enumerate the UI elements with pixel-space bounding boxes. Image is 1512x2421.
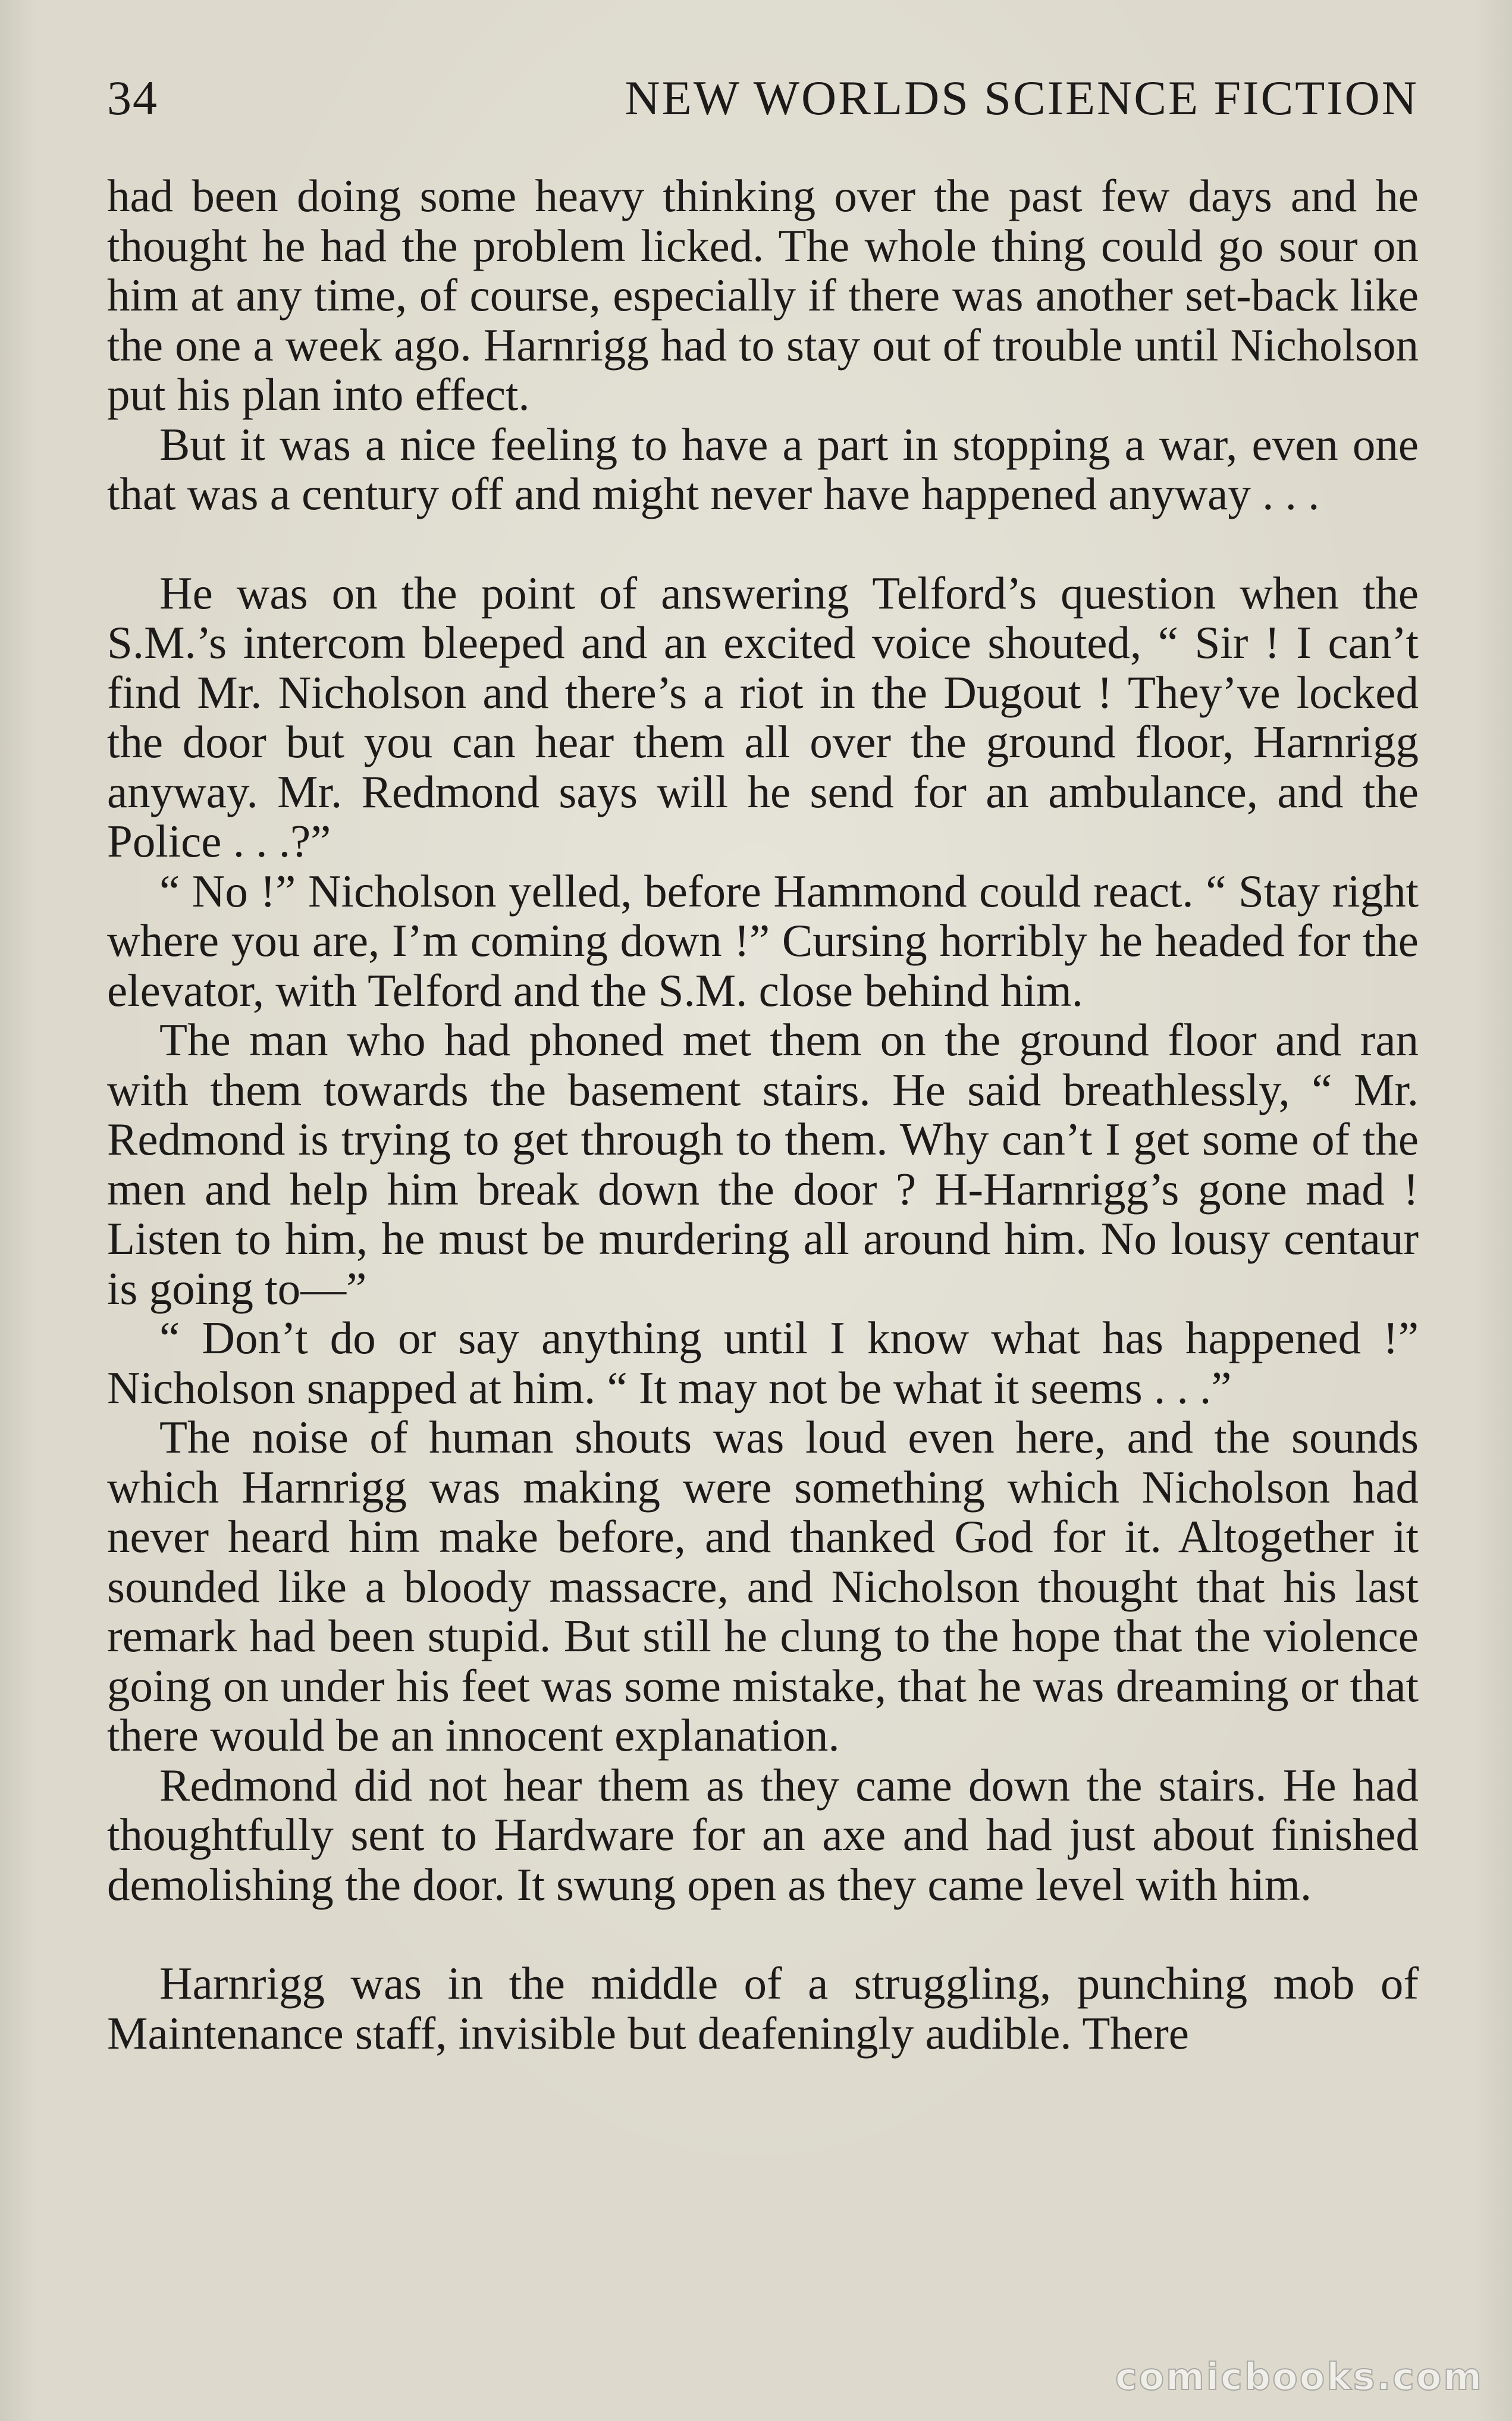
paragraph: “ Don’t do or say anything until I know what has happened !” Nicholson snapped at him. “ It may not be what it seems . . .” [107,1312,1419,1413]
paragraph-continued: had been doing some heavy thinking over the past few days and he thought he had the problem licked. The whole thing could go sour on him at any time, of course, especially if there was another set-back like the one a week ago. Harnrigg had to stay out of trouble until Nicholson put his plan into effect. [107,170,1419,420]
story-text [107,171,1419,2058]
journal-title: NEW WORLDS SCIENCE FICTION [625,71,1419,125]
section-break [107,519,1419,569]
paragraph: “ No !” Nicholson yelled, before Hammond could react. “ Stay right where you are, I’m coming down !” Cursing horribly he headed for the elevator, with Telford and the S.M. close behind him. [107,865,1419,1016]
watermark-logo: comicbooks.com [1115,2355,1483,2398]
paragraph: The noise of human shouts was loud even here, and the sounds which Harnrigg was making were something which Nicholson had never heard him make before, and thanked God for it. Altogether it sounded like a bloody massacre, and Nicholson thought that his last remark had been stupid. But still he clung to the hope that the violence going on under his feet was some mistake, that he was dreaming or that there would be an innocent explanation. [107,1412,1419,1761]
paragraph: But it was a nice feeling to have a part in stopping a war, even one that was a century off and might never have happened anyway . . . [107,418,1419,519]
section-break [107,1909,1419,1959]
paragraph: He was on the point of answering Telford’s question when the S.M.’s intercom bleeped and an excited voice shouted, “ Sir ! I can’t find Mr. Nicholson and there’s a riot in the Dugout ! They’ve locked the door but you can hear them all over the ground floor, Harnrigg anyway. Mr. Redmond says will he send for an ambulance, and the Police . . .?” [107,567,1419,867]
paragraph: The man who had phoned met them on the ground floor and ran with them towards the basement stairs. He said breathlessly, “ Mr. Redmond is trying to get through to them. Why can’t I get some of the men and help him break down the door ? H-Harnrigg’s gone mad ! Listen to him, he must be murdering all around him. No lousy centaur is going to—” [107,1014,1419,1314]
paragraph: Redmond did not hear them as they came down the stairs. He had thoughtfully sent to Hardware for an axe and had just about finished demolishing the door. It swung open as they came level with him. [107,1759,1419,1910]
paragraph: Harnrigg was in the middle of a struggling, punching mob of Maintenance staff, invisible but deafeningly audible. There [107,1958,1419,2059]
running-head [107,70,1419,136]
page-number: 34 [107,71,158,125]
